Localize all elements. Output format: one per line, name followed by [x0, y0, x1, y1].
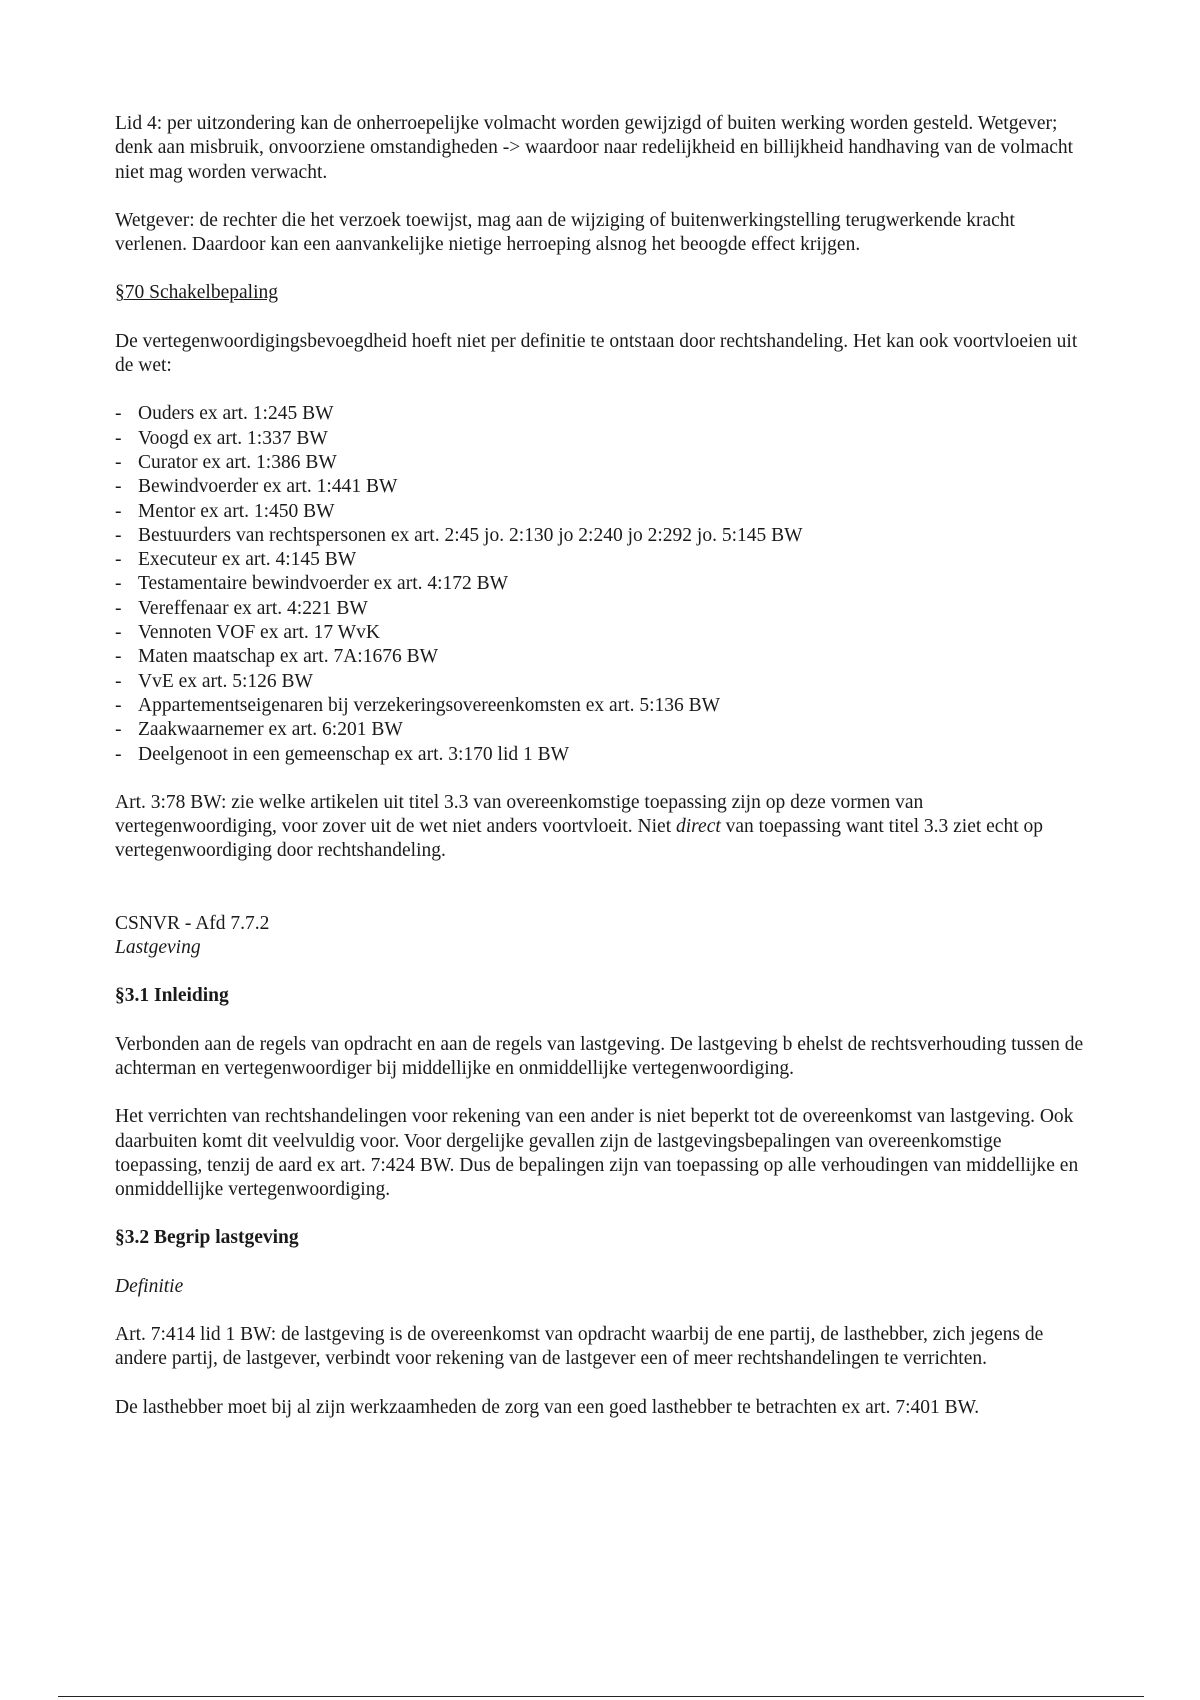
paragraph-inleiding: Verbonden aan de regels van opdracht en aan de regels van lastgeving. De lastgeving b ehelst de rechtsverhouding tussen de achterman en vertegenwoordiger bij middellijke en onmiddellijke vertegenwoordiging. [115, 1033, 1084, 1079]
list-item-text: Vereffenaar ex art. 4:221 BW [138, 597, 368, 619]
list-item [115, 548, 1090, 572]
paragraph-art-3-78-start: Art. 3:78 BW: zie welke artikelen uit titel 3.3 van overeenkomstige toepassing zijn op deze vormen van vertegenwoordiging, voor zover uit de wet niet anders voortvloeit. Niet [115, 791, 924, 838]
list-item-text: Executeur ex art. 4:145 BW [138, 549, 357, 571]
paragraph-art-7-414: Art. 7:414 lid 1 BW: de lastgeving is de overeenkomst van opdracht waarbij de ene partij, de lasthebber, zich jegens de andere partij, de lastgever, verbindt voor rekening van de lastgever een of meer rechtshandelingen te verrichten. [115, 1323, 1044, 1370]
source-subtitle: Lastgeving [115, 937, 201, 959]
list-item [115, 670, 1090, 694]
list-item [115, 718, 1090, 742]
list-item-text: Zaakwaarnemer ex art. 6:201 BW [138, 719, 403, 741]
list-item [115, 743, 1090, 767]
list-item-text: Voogd ex art. 1:337 BW [138, 427, 328, 449]
list-item [115, 427, 1090, 451]
emphasis-direct: direct [676, 816, 721, 838]
section-heading-70: §70 Schakelbepaling [115, 282, 278, 304]
paragraph-art-3-78-end: van toepassing want titel 3.3 ziet echt op vertegenwoordiging door rechtshandeling. [115, 816, 1043, 862]
paragraph-lid-4: Lid 4: per uitzondering kan de onherroepelijke volmacht worden gewijzigd of buiten werking worden gesteld. Wetgever; denk aan misbruik, onvoorziene omstandigheden -> waardoor naar redelijkheid en billijkheid handhaving van de volmacht niet mag worden verwacht. [115, 113, 1074, 183]
list-item [115, 402, 1090, 426]
list-dash: - [115, 451, 122, 473]
footer-divider [58, 1696, 1144, 1697]
list-item-text: VvE ex art. 5:126 BW [138, 670, 313, 692]
list-item-text: Mentor ex art. 1:450 BW [138, 500, 335, 522]
list-item [115, 621, 1090, 645]
subheading-definitie: Definitie [115, 1275, 184, 1297]
section-heading-3-2: §3.2 Begrip lastgeving [115, 1227, 299, 1249]
list-item-text: Ouders ex art. 1:245 BW [138, 403, 334, 425]
list-item [115, 524, 1090, 548]
paragraph-wetgever: Wetgever: de rechter die het verzoek toewijst, mag aan de wijziging of buitenwerkingstelling terugwerkende kracht verlenen. Daardoor kan een aanvankelijke nietige herroeping alsnog het beoogde effect krijgen. [115, 209, 1015, 256]
section-heading-3-1: §3.1 Inleiding [115, 985, 229, 1007]
list-item-text: Bewindvoerder ex art. 1:441 BW [138, 476, 398, 498]
list-dash: - [115, 476, 122, 498]
list-item [115, 597, 1090, 621]
source-line: CSNVR - Afd 7.7.2 [115, 912, 270, 934]
list-item [115, 694, 1090, 718]
list-dash: - [115, 403, 122, 425]
list-dash: - [115, 549, 122, 571]
list-item-text: Curator ex art. 1:386 BW [138, 451, 337, 473]
list-item [115, 645, 1090, 669]
list-dash: - [115, 622, 122, 644]
list-dash: - [115, 500, 122, 522]
list-dash: - [115, 694, 122, 716]
list-dash: - [115, 646, 122, 668]
statutory-representatives-list [115, 402, 1090, 766]
list-item-text: Appartementseigenaren bij verzekeringsovereenkomsten ex art. 5:136 BW [138, 694, 721, 716]
list-item-text: Deelgenoot in een gemeenschap ex art. 3:170 lid 1 BW [138, 743, 570, 765]
list-item [115, 451, 1090, 475]
paragraph-lasthebber-zorg: De lasthebber moet bij al zijn werkzaamheden de zorg van een goed lasthebber te betrachten ex art. 7:401 BW. [115, 1396, 980, 1418]
list-dash: - [115, 719, 122, 741]
list-dash: - [115, 573, 122, 595]
paragraph-vertegenwoordigingsbevoegdheid: De vertegenwoordigingsbevoegdheid hoeft niet per definitie te ontstaan door rechtshandeling. Het kan ook voortvloeien uit de wet: [115, 330, 1078, 377]
list-dash: - [115, 427, 122, 449]
list-item-text: Maten maatschap ex art. 7A:1676 BW [138, 646, 438, 668]
list-dash: - [115, 670, 122, 692]
list-item [115, 475, 1090, 499]
list-item [115, 500, 1090, 524]
list-item-text: Bestuurders van rechtspersonen ex art. 2:45 jo. 2:130 jo 2:240 jo 2:292 jo. 5:145 BW [138, 524, 803, 546]
paragraph-art-3-78 [115, 791, 1090, 864]
document-page [115, 112, 1090, 1420]
list-item [115, 572, 1090, 596]
list-dash: - [115, 743, 122, 765]
list-dash: - [115, 524, 122, 546]
list-item-text: Vennoten VOF ex art. 17 WvK [138, 622, 380, 644]
list-item-text: Testamentaire bewindvoerder ex art. 4:172 BW [138, 573, 509, 595]
paragraph-rechtshandelingen: Het verrichten van rechtshandelingen voor rekening van een ander is niet beperkt tot de overeenkomst van lastgeving. Ook daarbuiten komt dit veelvuldig voor. Voor dergelijke gevallen zijn de lastgevingsbepalingen van overeenkomstige toepassing, tenzij de aard ex art. 7:424 BW. Dus de bepalingen zijn van toepassing op alle verhoudingen van middellijke en onmiddellijke vertegenwoordiging. [115, 1106, 1079, 1201]
list-dash: - [115, 597, 122, 619]
